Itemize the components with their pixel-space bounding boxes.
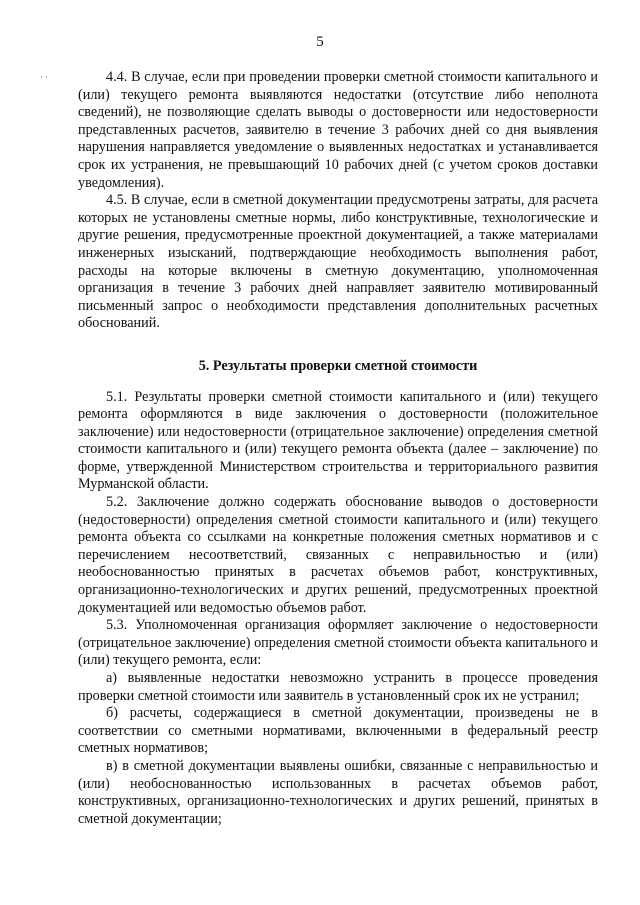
page-number: 5: [316, 34, 324, 50]
paragraph-4-5: 4.5. В случае, если в сметной документации предусмотрены затраты, для расчета которых не установлены сметные нормы, либо конструктивные, технологические и другие решения, предусмотренные проектной документацией, а также материалами инженерных изысканий, подтверждающие необходимость выполнения работ, расходы на которые включены в сметную документацию, уполномоченная организация в течение 3 рабочих дней направляет заявителю мотивированный письменный запрос о необходимости представления дополнительных расчетных обоснований.: [78, 192, 598, 332]
paragraph-5-3: 5.3. Уполномоченная организация оформляет заключение о недостоверности (отрицательное заключение) определения сметной стоимости объекта капитального и (или) текущего ремонта, если:: [78, 617, 598, 669]
list-item-a: а) выявленные недостатки невозможно устранить в процессе проведения проверки сметной стоимости или заявитель в установленный срок их не устранил;: [78, 670, 598, 704]
paragraph-5-2: 5.2. Заключение должно содержать обоснование выводов о достоверности (недостоверности) определения сметной стоимости капитального и (или) текущего ремонта объекта со ссылками на конкретные положения сметных нормативов и с перечислением несоответствий, связанных с неправильностью и (или) необоснованностью принятых в расчетах объемов работ, конструктивных, организационно-технологических и других решений, предусмотренных проектной документацией или ведомостью объемов работ.: [78, 494, 598, 616]
list-item-b: б) расчеты, содержащиеся в сметной документации, произведены не в соответствии со сметными нормативами, включенными в федеральный реестр сметных нормативов;: [78, 705, 598, 757]
paragraph-5-1: 5.1. Результаты проверки сметной стоимости капитального и (или) текущего ремонта оформляются в виде заключения о достоверности (положительное заключение) или недостоверности (отрицательное заключение) определения сметной стоимости капитального и (или) текущего ремонта объекта (далее – заключение) по форме, утвержденной Министерством строительства и территориального развития Мурманской области.: [78, 388, 598, 493]
document-body: [78, 69, 598, 828]
margin-mark: · ·: [40, 72, 49, 82]
section-heading: 5. Результаты проверки сметной стоимости: [198, 357, 478, 374]
list-item-v: в) в сметной документации выявлены ошибки, связанные с неправильностью и (или) необоснованностью использованных в расчетах объемов работ, конструктивных, организационно-технологических и других решений, принятых в сметной документации;: [78, 757, 598, 827]
paragraph-4-4: 4.4. В случае, если при проведении проверки сметной стоимости капитального и (или) текущего ремонта выявляются недостатки (отсутствие либо неполнота сведений), не позволяющие сделать выводы о достоверности или недостоверности представленных расчетов, заявителю в течение 3 рабочих дней со дня выявления нарушения направляется уведомление о выявленных недостатках и устанавливается срок их устранения, не превышающий 10 рабочих дней (с учетом сроков доставки уведомления).: [78, 69, 598, 191]
